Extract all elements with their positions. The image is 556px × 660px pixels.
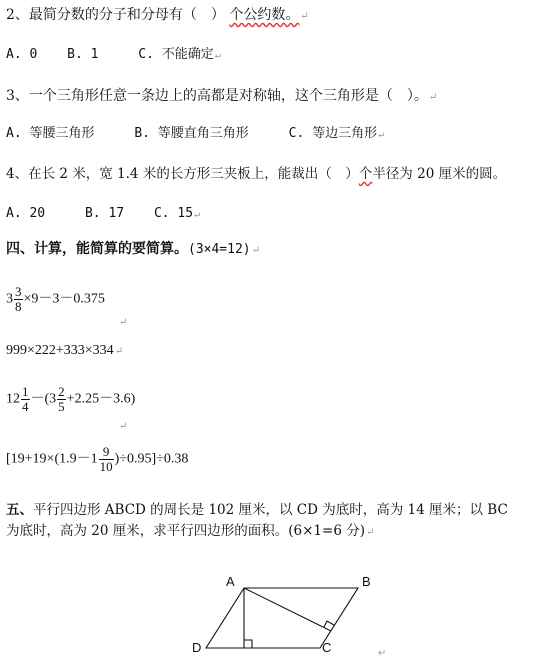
paragraph-mark: ↵ (428, 92, 438, 103)
calc-1 (6, 285, 105, 314)
option-a: A. 20 (6, 206, 46, 221)
calc-3-whole: 12 (6, 391, 20, 407)
calc-4-numerator: 9 (99, 445, 114, 460)
calc-1-whole: 3 (6, 291, 13, 307)
calc-3-mid: －(3 (30, 391, 57, 407)
section-5-text-2: 为底时，高为 20 厘米，求平行四边形的面积。(6×1=6 分) (6, 523, 365, 539)
paragraph-mark: ↵ (365, 527, 375, 538)
paragraph-mark: ↵ (300, 11, 309, 22)
calc-3-denominator-1: 4 (22, 399, 29, 414)
question-4-options (6, 205, 200, 224)
option-c: C. 不能确定 (138, 47, 214, 62)
option-a: A. 等腰三角形 (6, 126, 95, 141)
parallelogram-figure (0, 520, 556, 660)
calc-4-fraction (99, 445, 114, 474)
section-5-text-1: 平行四边形 ABCD 的周长是 102 厘米，以 CD 为底时，高为 14 厘米；以 BC (33, 502, 508, 518)
calc-3-rest: +2.25－3.6) (66, 391, 136, 407)
paragraph-mark: ↵ (378, 648, 387, 659)
calc-4-rest: )÷0.95]÷0.38 (114, 451, 189, 467)
question-4-stem (6, 165, 506, 183)
vertex-c: C (322, 640, 332, 655)
calc-4-denominator: 10 (99, 459, 113, 474)
right-angle-mark-bc (324, 621, 334, 627)
calc-3-fraction-1 (21, 385, 30, 414)
question-2-stem-blank-tail: 个公约数。 (229, 7, 300, 23)
calc-1-numerator: 3 (15, 284, 22, 299)
question-4-stem-tail: 半径为 20 厘米的圆。 (372, 166, 507, 182)
calc-3-numerator-1: 1 (22, 384, 29, 399)
option-b: B. 等腰直角三角形 (134, 126, 249, 141)
option-c: C. 15 (153, 206, 194, 221)
question-3-options (6, 125, 384, 144)
question-2-stem-text: 2、最简分数的分子和分母有（ ） (6, 7, 225, 23)
calc-3-numerator-2: 2 (58, 384, 65, 399)
option-b: B. 17 (84, 206, 125, 221)
paragraph-mark: ↵ (119, 317, 128, 328)
option-a: A. 0 (6, 47, 38, 62)
parallelogram-abcd (206, 588, 358, 648)
question-4-stem-text: 4、在长 2 米，宽 1.4 米的长方形三夹板上，能裁出（ ） (6, 166, 359, 182)
calc-1-rest: ×9－3－0.375 (23, 291, 105, 307)
calc-3-denominator-2: 5 (58, 399, 65, 414)
option-c: C. 等边三角形 (288, 126, 378, 141)
question-2-stem (6, 6, 309, 26)
right-angle-mark-cd (244, 640, 252, 648)
paragraph-mark: ↵ (114, 346, 124, 357)
calc-2 (6, 342, 123, 361)
calc-3 (6, 385, 135, 414)
height-to-bc (244, 588, 331, 631)
paragraph-mark: ↵ (119, 421, 128, 432)
vertex-a: A (226, 574, 235, 589)
option-b: B. 1 (67, 47, 99, 62)
paragraph-mark: ↵ (251, 245, 261, 256)
calc-1-denominator: 8 (15, 299, 22, 314)
section-4-score: (3×4=12) (188, 242, 251, 257)
calc-1-fraction (14, 285, 23, 314)
question-3-stem (6, 87, 437, 107)
calc-2-expression: 999×222+333×334 (6, 343, 114, 358)
section-4-title: 四、计算，能简算的要简算。 (6, 241, 188, 257)
question-2-options (6, 46, 221, 65)
vertex-b: B (362, 574, 371, 589)
vertex-d: D (192, 640, 202, 655)
calc-4-prefix: [19+19×(1.9－1 (6, 451, 98, 467)
paragraph-mark: ↵ (194, 209, 201, 220)
question-3-stem-text: 3、一个三角形任意一条边上的高都是对称轴，这个三角形是（ ）。 (6, 88, 428, 104)
section-5-line-1 (6, 501, 508, 519)
paragraph-mark: ↵ (214, 50, 221, 61)
calc-3-fraction-2 (57, 385, 66, 414)
section-4-heading (6, 240, 260, 260)
question-4-stem-underlined: 个 (358, 166, 373, 182)
paragraph-mark: ↵ (378, 129, 385, 140)
section-5-label: 五、 (6, 502, 33, 518)
calc-4 (6, 445, 188, 474)
